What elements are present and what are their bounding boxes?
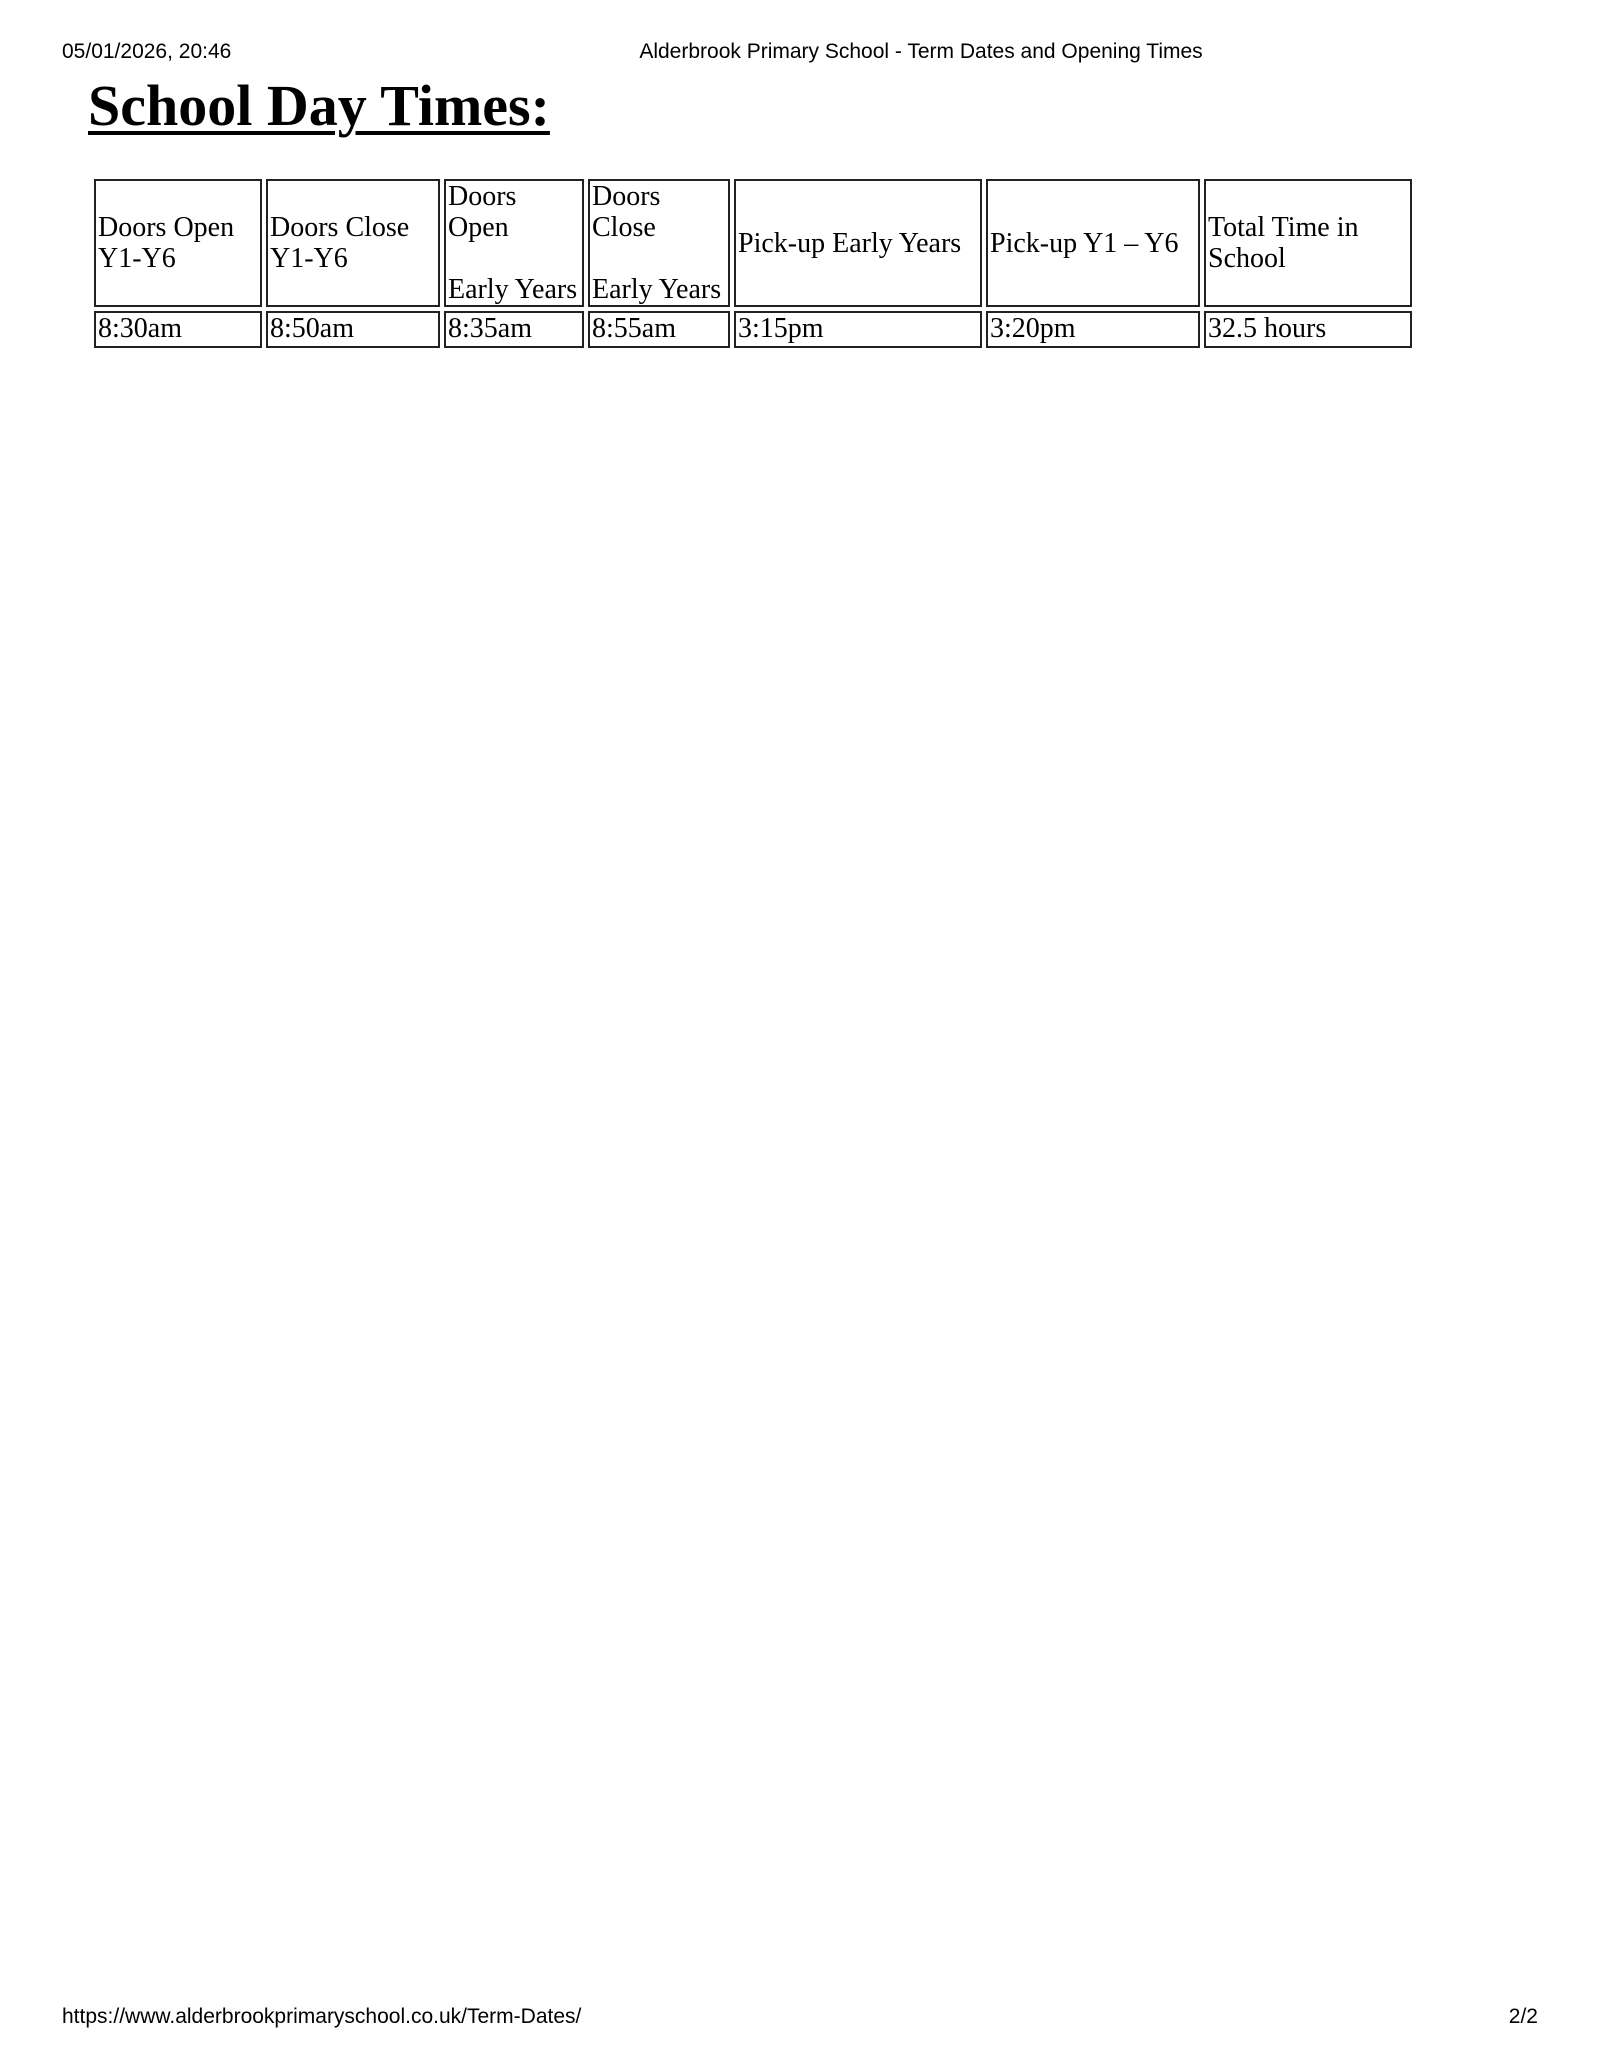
header-pick-up-y1-y6	[986, 179, 1200, 307]
cell-pick-up-y1-y6: 3:20pm	[986, 311, 1200, 348]
header-line: Doors Close	[270, 212, 410, 243]
header-line: Doors	[592, 181, 661, 212]
header-line: Doors	[448, 181, 517, 212]
header-line: Y1-Y6	[270, 243, 348, 274]
header-line: School	[1208, 243, 1286, 274]
table-row	[94, 311, 1412, 348]
header-line: Pick-up Early Years	[738, 227, 962, 259]
print-datetime: 05/01/2026, 20:46	[62, 40, 232, 63]
cell-doors-close-early-years: 8:55am	[588, 311, 730, 348]
header-line: Total Time in	[1208, 212, 1359, 243]
header-line: Early Years	[592, 274, 722, 305]
print-url: https://www.alderbrookprimaryschool.co.uk/Term-Dates/	[62, 2005, 582, 2028]
print-page-number: 2/2	[1508, 2005, 1538, 2028]
header-line: Close	[592, 212, 656, 243]
header-total-time-in-school	[1204, 179, 1412, 307]
school-day-times-table	[90, 175, 1416, 352]
header-doors-open-early-years	[444, 179, 584, 307]
header-line: Y1-Y6	[98, 243, 176, 274]
header-doors-close-early-years	[588, 179, 730, 307]
cell-doors-close-y1-y6: 8:50am	[266, 311, 440, 348]
header-line: Open	[448, 212, 509, 243]
header-line: Doors Open	[98, 212, 235, 243]
header-pick-up-early-years	[734, 179, 982, 307]
print-page-title: Alderbrook Primary School - Term Dates and Opening Times	[639, 40, 1203, 63]
cell-doors-open-early-years: 8:35am	[444, 311, 584, 348]
page-heading: School Day Times:	[88, 73, 550, 138]
header-line: Early Years	[448, 274, 578, 305]
header-line: Pick-up Y1 – Y6	[990, 227, 1179, 259]
cell-pick-up-early-years: 3:15pm	[734, 311, 982, 348]
table-header-row	[94, 179, 1412, 307]
cell-doors-open-y1-y6: 8:30am	[94, 311, 262, 348]
header-doors-open-y1-y6	[94, 179, 262, 307]
cell-total-time-in-school: 32.5 hours	[1204, 311, 1412, 348]
header-doors-close-y1-y6	[266, 179, 440, 307]
